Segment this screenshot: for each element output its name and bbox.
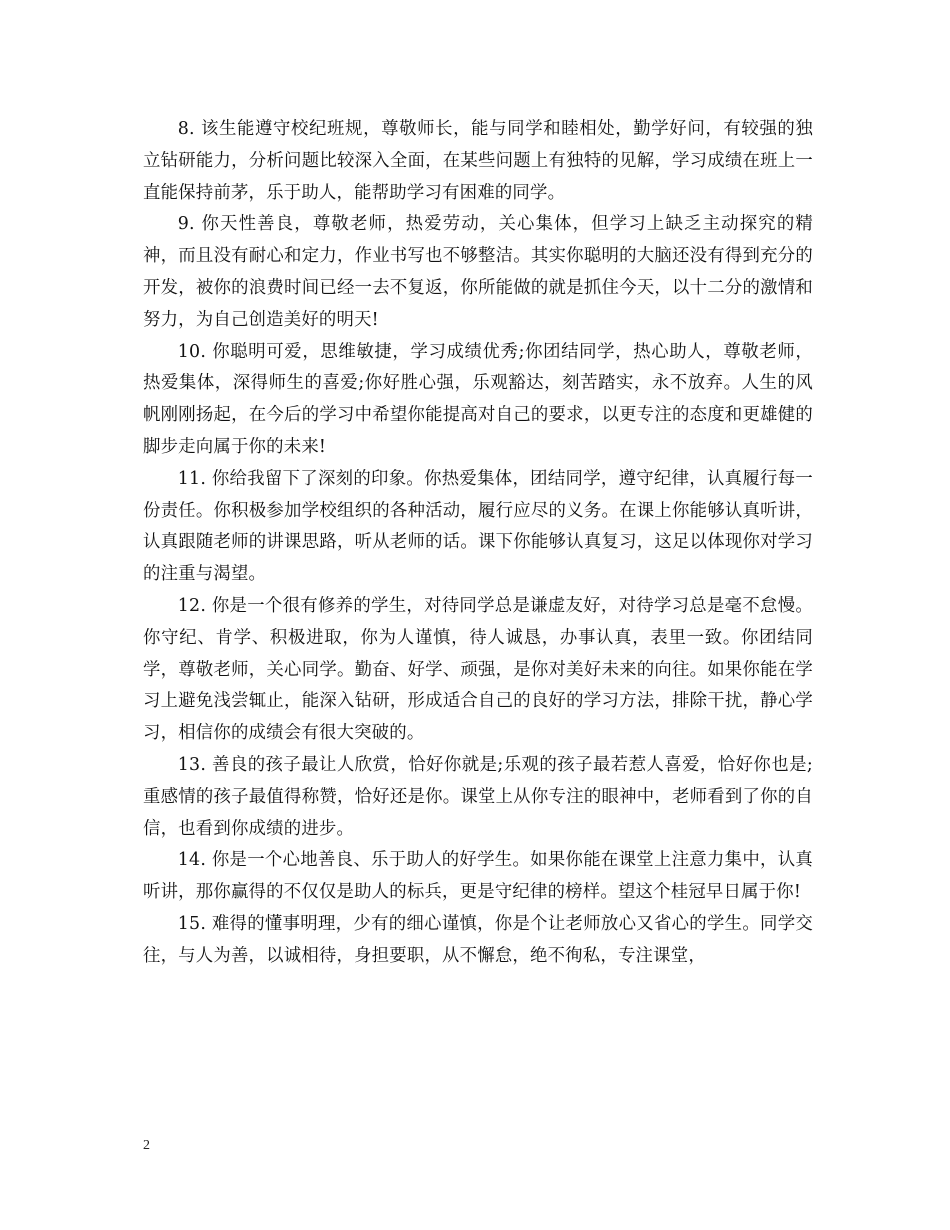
comment-paragraph-15: 15. 难得的懂事明理，少有的细心谨慎，你是个让老师放心又省心的学生。同学交往，与人为善，以诚相待，身担要职，从不懈怠，绝不徇私，专注课堂，: [143, 913, 813, 966]
comment-paragraph-9: 9. 你天性善良，尊敬老师，热爱劳动，关心集体，但学习上缺乏主动探究的精神，而且没有耐心和定力，作业书写也不够整洁。其实你聪明的大脑还没有得到充分的开发，被你的浪费时间已经一去不复返，你所能做的就是抓住今天，以十二分的激情和努力，为自己创造美好的明天!: [143, 214, 813, 330]
page-number: 2: [143, 1138, 150, 1153]
comment-paragraph-12: 12. 你是一个很有修养的学生，对待同学总是谦虚友好，对待学习总是毫不怠慢。你守纪、肯学、积极进取，你为人谨慎，待人诚恳，办事认真，表里一致。你团结同学，尊敬老师，关心同学。勤奋、好学、顽强，是你对美好未来的向往。如果你能在学习上避免浅尝辄止，能深入钻研，形成适合自己的良好的学习方法，排除干扰，静心学习，相信你的成绩会有很大突破的。: [143, 595, 813, 744]
comment-paragraph-14: 14. 你是一个心地善良、乐于助人的好学生。如果你能在课堂上注意力集中，认真听讲，那你赢得的不仅仅是助人的标兵，更是守纪律的榜样。望这个桂冠早日属于你!: [143, 850, 813, 903]
comment-paragraph-13: 13. 善良的孩子最让人欣赏，恰好你就是;乐观的孩子最若惹人喜爱，恰好你也是;重感情的孩子最值得称赞，恰好还是你。课堂上从你专注的眼神中，老师看到了你的自信，也看到你成绩的进步。: [143, 754, 813, 839]
comment-paragraph-8: 8. 该生能遵守校纪班规，尊敬师长，能与同学和睦相处，勤学好问，有较强的独立钻研能力，分析问题比较深入全面，在某些问题上有独特的见解，学习成绩在班上一直能保持前茅，乐于助人，能帮助学习有困难的同学。: [143, 119, 813, 203]
comment-paragraph-10: 10. 你聪明可爱，思维敏捷，学习成绩优秀;你团结同学，热心助人，尊敬老师，热爱集体，深得师生的喜爱;你好胜心强，乐观豁达，刻苦踏实，永不放弃。人生的风帆刚刚扬起，在今后的学习中希望你能提高对自己的要求，以更专注的态度和更雄健的脚步走向属于你的未来!: [143, 341, 813, 457]
comment-paragraph-11: 11. 你给我留下了深刻的印象。你热爱集体，团结同学，遵守纪律，认真履行每一份责任。你积极参加学校组织的各种活动，履行应尽的义务。在课上你能够认真听讲，认真跟随老师的讲课思路，听从老师的话。课下你能够认真复习，这足以体现你对学习的注重与渴望。: [143, 468, 813, 585]
document-body: [143, 114, 813, 973]
